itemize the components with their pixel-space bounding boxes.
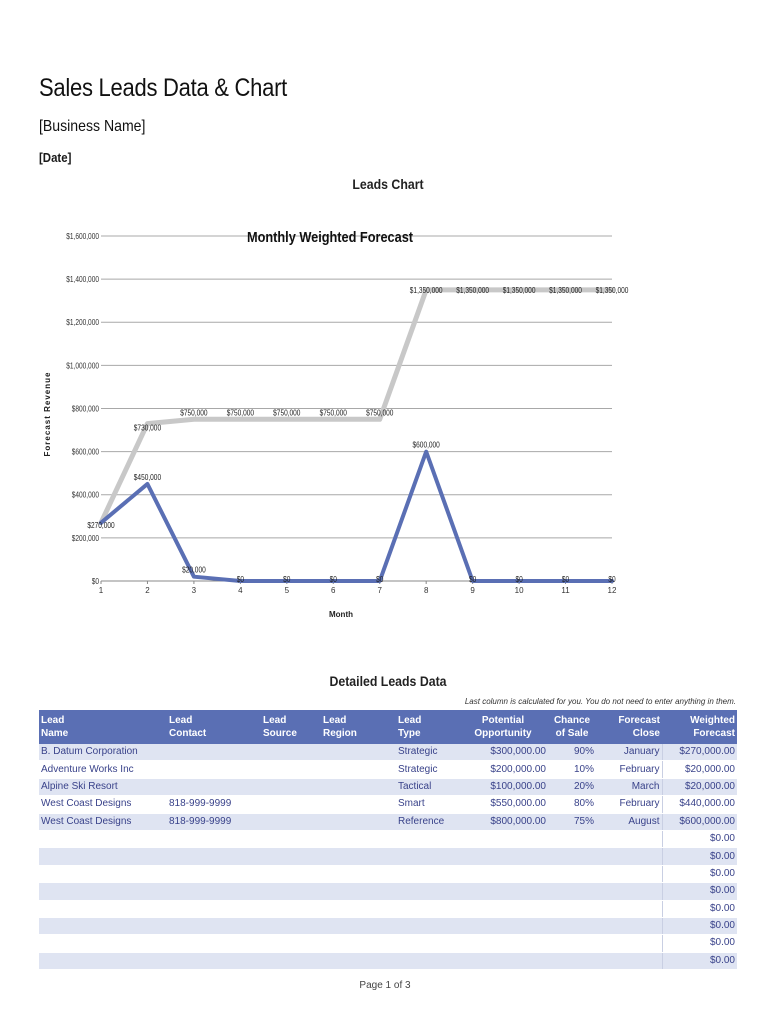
table-cell[interactable]: Strategic xyxy=(396,761,458,778)
table-cell[interactable]: $0.00 xyxy=(662,900,737,917)
table-row xyxy=(39,935,737,952)
x-tick-label: 8 xyxy=(423,586,429,595)
table-cell[interactable] xyxy=(167,883,261,900)
table-cell[interactable] xyxy=(396,830,458,847)
column-header[interactable]: Chance of Sale xyxy=(548,710,596,744)
table-cell[interactable] xyxy=(596,935,662,952)
table-cell[interactable] xyxy=(458,935,548,952)
x-tick-label: 11 xyxy=(561,586,570,595)
table-cell[interactable] xyxy=(321,900,396,917)
data-label: $750,000 xyxy=(180,407,208,418)
table-cell[interactable] xyxy=(321,935,396,952)
table-cell[interactable] xyxy=(458,865,548,882)
table-cell[interactable] xyxy=(321,917,396,934)
data-label: $270,000 xyxy=(87,520,115,530)
table-cell[interactable] xyxy=(458,917,548,934)
table-cell[interactable]: $0.00 xyxy=(662,848,737,865)
x-tick-label: 2 xyxy=(145,586,150,595)
table-row xyxy=(39,744,737,761)
table-cell[interactable] xyxy=(596,883,662,900)
table-cell[interactable] xyxy=(167,848,261,865)
data-label: $750,000 xyxy=(226,407,255,418)
column-header[interactable]: Weighted Forecast xyxy=(662,710,737,744)
table-cell[interactable] xyxy=(548,900,596,917)
data-label: $600,000 xyxy=(412,439,440,450)
table-cell[interactable]: February xyxy=(596,796,662,813)
table-cell[interactable] xyxy=(39,830,167,847)
x-tick-label: 6 xyxy=(331,586,336,595)
data-label: $750,000 xyxy=(319,407,347,418)
table-cell[interactable] xyxy=(167,744,261,761)
x-tick-label: 3 xyxy=(191,586,197,595)
table-cell[interactable] xyxy=(167,935,261,952)
table-cell[interactable] xyxy=(321,778,396,795)
x-tick-label: 1 xyxy=(98,586,104,595)
table-row xyxy=(39,900,737,917)
table-row xyxy=(39,813,737,830)
table-cell[interactable] xyxy=(458,952,548,969)
y-tick-label: $600,000 xyxy=(71,446,99,457)
series-line-2 xyxy=(101,452,612,581)
data-label: $730,000 xyxy=(133,422,162,433)
table-cell[interactable] xyxy=(167,952,261,969)
table-cell[interactable]: 818-999-9999 xyxy=(167,796,261,813)
y-tick-label: $1,000,000 xyxy=(66,360,99,371)
data-label: $0 xyxy=(376,574,384,585)
table-cell[interactable] xyxy=(321,761,396,778)
x-tick-label: 5 xyxy=(284,586,290,595)
table-cell[interactable]: Tactical xyxy=(396,778,458,795)
table-cell[interactable] xyxy=(458,848,548,865)
column-header[interactable]: Lead Name xyxy=(39,710,167,744)
table-cell[interactable] xyxy=(321,865,396,882)
table-cell[interactable] xyxy=(321,744,396,761)
table-cell[interactable]: B. Datum Corporation xyxy=(39,744,167,761)
column-header[interactable]: Potential Opportunity xyxy=(458,710,548,744)
table-cell[interactable] xyxy=(39,917,167,934)
table-cell[interactable] xyxy=(39,848,167,865)
table-cell[interactable] xyxy=(548,917,596,934)
table-cell[interactable] xyxy=(548,935,596,952)
table-cell[interactable] xyxy=(261,865,321,882)
data-label: $0 xyxy=(329,574,337,585)
table-cell[interactable]: $270,000.00 xyxy=(662,744,737,761)
table-cell[interactable] xyxy=(261,935,321,952)
table-cell[interactable] xyxy=(261,796,321,813)
x-tick-label: 12 xyxy=(607,586,617,595)
table-cell[interactable] xyxy=(167,900,261,917)
table-cell[interactable]: Adventure Works Inc xyxy=(39,761,167,778)
table-cell[interactable] xyxy=(39,935,167,952)
table-cell[interactable] xyxy=(261,900,321,917)
data-label: $0 xyxy=(561,574,570,585)
page-title: Sales Leads Data & Chart xyxy=(39,74,288,102)
table-cell[interactable]: $20,000.00 xyxy=(662,761,737,778)
table-cell[interactable]: $600,000.00 xyxy=(662,813,737,830)
table-cell[interactable] xyxy=(167,865,261,882)
table-cell[interactable] xyxy=(321,796,396,813)
document-date[interactable]: [Date] xyxy=(39,150,72,165)
table-cell[interactable] xyxy=(548,883,596,900)
table-cell[interactable] xyxy=(396,900,458,917)
table-cell[interactable]: $0.00 xyxy=(662,865,737,882)
table-cell[interactable] xyxy=(321,883,396,900)
table-cell[interactable]: Reference xyxy=(396,813,458,830)
table-cell[interactable] xyxy=(39,883,167,900)
table-cell[interactable]: $0.00 xyxy=(662,917,737,934)
table-cell[interactable]: $300,000.00 xyxy=(458,744,548,761)
table-cell[interactable] xyxy=(261,813,321,830)
table-cell[interactable] xyxy=(261,744,321,761)
table-cell[interactable]: Strategic xyxy=(396,744,458,761)
table-row xyxy=(39,830,737,847)
data-label: $1,350,000 xyxy=(456,285,490,296)
table-cell[interactable] xyxy=(39,865,167,882)
table-cell[interactable]: $550,000.00 xyxy=(458,796,548,813)
table-cell[interactable]: $100,000.00 xyxy=(458,778,548,795)
table-cell[interactable] xyxy=(39,900,167,917)
y-tick-label: $1,600,000 xyxy=(66,231,99,242)
data-label: $1,350,000 xyxy=(409,285,443,296)
table-cell[interactable] xyxy=(167,830,261,847)
y-tick-label: $400,000 xyxy=(71,490,99,500)
table-cell[interactable] xyxy=(548,865,596,882)
y-tick-label: $800,000 xyxy=(71,403,99,414)
table-cell[interactable] xyxy=(596,848,662,865)
x-axis-label: Month xyxy=(329,610,353,619)
table-cell[interactable] xyxy=(321,952,396,969)
table-cell[interactable]: February xyxy=(596,761,662,778)
table-cell[interactable]: Alpine Ski Resort xyxy=(39,778,167,795)
table-row xyxy=(39,952,737,969)
table-cell[interactable]: 818-999-9999 xyxy=(167,813,261,830)
table-cell[interactable] xyxy=(321,848,396,865)
x-tick-label: 10 xyxy=(514,586,524,595)
table-cell[interactable]: 20% xyxy=(548,778,596,795)
table-cell[interactable] xyxy=(39,952,167,969)
data-label: $750,000 xyxy=(273,407,301,418)
table-cell[interactable]: $0.00 xyxy=(662,935,737,952)
table-section-title: Detailed Leads Data xyxy=(329,673,447,689)
table-cell[interactable] xyxy=(548,848,596,865)
table-cell[interactable] xyxy=(596,830,662,847)
y-tick-label: $200,000 xyxy=(71,533,99,544)
x-tick-label: 4 xyxy=(238,586,243,595)
data-label: $1,350,000 xyxy=(549,285,582,296)
column-header[interactable]: Lead Contact xyxy=(167,710,261,744)
table-row xyxy=(39,796,737,813)
table-cell[interactable] xyxy=(396,917,458,934)
table-cell[interactable] xyxy=(261,761,321,778)
table-cell[interactable]: $0.00 xyxy=(662,830,737,847)
y-tick-label: $0 xyxy=(91,576,99,587)
table-row xyxy=(39,883,737,900)
table-cell[interactable]: $440,000.00 xyxy=(662,796,737,813)
data-label: $20,000 xyxy=(182,565,206,575)
table-cell[interactable]: $20,000.00 xyxy=(662,778,737,795)
table-cell[interactable]: West Coast Designs xyxy=(39,813,167,830)
page-footer: Page 1 of 3 xyxy=(359,980,411,991)
data-label: $0 xyxy=(283,574,291,585)
table-cell[interactable]: January xyxy=(596,744,662,761)
table-row xyxy=(39,778,737,795)
table-cell[interactable]: $0.00 xyxy=(662,952,737,969)
data-label: $0 xyxy=(608,574,616,585)
table-cell[interactable]: West Coast Designs xyxy=(39,796,167,813)
table-cell[interactable] xyxy=(458,900,548,917)
table-cell[interactable]: March xyxy=(596,778,662,795)
table-row xyxy=(39,917,737,934)
table-cell[interactable] xyxy=(396,952,458,969)
x-tick-label: 9 xyxy=(470,586,475,595)
data-label: $0 xyxy=(515,574,523,585)
table-cell[interactable] xyxy=(261,952,321,969)
table-cell[interactable] xyxy=(261,883,321,900)
table-cell[interactable] xyxy=(596,865,662,882)
business-name[interactable]: [Business Name] xyxy=(39,118,146,135)
table-cell[interactable] xyxy=(167,917,261,934)
table-cell[interactable] xyxy=(596,900,662,917)
table-cell[interactable] xyxy=(596,917,662,934)
column-header[interactable]: Lead Source xyxy=(261,710,321,744)
table-cell[interactable] xyxy=(396,935,458,952)
table-cell[interactable]: 80% xyxy=(548,796,596,813)
column-header[interactable]: Lead Region xyxy=(321,710,396,744)
table-row xyxy=(39,865,737,882)
table-cell[interactable] xyxy=(321,830,396,847)
table-row xyxy=(39,848,737,865)
chart-section-title: Leads Chart xyxy=(352,176,424,192)
table-cell[interactable] xyxy=(548,830,596,847)
y-axis-label: Forecast Revenue xyxy=(43,371,52,457)
table-cell[interactable] xyxy=(261,848,321,865)
table-cell[interactable]: $200,000.00 xyxy=(458,761,548,778)
table-cell[interactable]: $800,000.00 xyxy=(458,813,548,830)
y-tick-label: $1,400,000 xyxy=(66,274,99,285)
data-label: $450,000 xyxy=(133,472,162,483)
table-cell[interactable] xyxy=(261,830,321,847)
table-cell[interactable]: $0.00 xyxy=(662,883,737,900)
column-header[interactable]: Lead Type xyxy=(396,710,458,744)
data-label: $0 xyxy=(468,574,477,585)
table-cell[interactable] xyxy=(321,813,396,830)
table-cell[interactable]: August xyxy=(596,813,662,830)
table-cell[interactable] xyxy=(458,830,548,847)
x-tick-label: 7 xyxy=(377,586,382,595)
table-cell[interactable] xyxy=(458,883,548,900)
table-cell[interactable] xyxy=(396,883,458,900)
table-cell[interactable]: 75% xyxy=(548,813,596,830)
table-cell[interactable]: 90% xyxy=(548,744,596,761)
table-cell[interactable]: 10% xyxy=(548,761,596,778)
table-row xyxy=(39,761,737,778)
table-cell[interactable] xyxy=(396,865,458,882)
y-tick-label: $1,200,000 xyxy=(66,317,99,328)
table-header-row xyxy=(39,710,737,744)
data-label: $1,350,000 xyxy=(502,285,536,296)
data-label: $1,350,000 xyxy=(595,285,629,296)
table-cell[interactable] xyxy=(167,761,261,778)
table-note: Last column is calculated for you. You do not need to enter anything in them. xyxy=(464,697,736,706)
chart-title: Monthly Weighted Forecast xyxy=(246,227,414,246)
table-cell[interactable] xyxy=(596,952,662,969)
column-header[interactable]: Forecast Close xyxy=(596,710,662,744)
table-cell[interactable]: Smart xyxy=(396,796,458,813)
leads-table xyxy=(39,710,737,970)
data-label: $0 xyxy=(236,574,245,585)
table-cell[interactable] xyxy=(548,952,596,969)
table-cell[interactable] xyxy=(261,917,321,934)
table-cell[interactable] xyxy=(261,778,321,795)
table-cell[interactable] xyxy=(396,848,458,865)
table-cell[interactable] xyxy=(167,778,261,795)
series-line-1 xyxy=(101,290,612,523)
data-label: $750,000 xyxy=(366,407,394,418)
